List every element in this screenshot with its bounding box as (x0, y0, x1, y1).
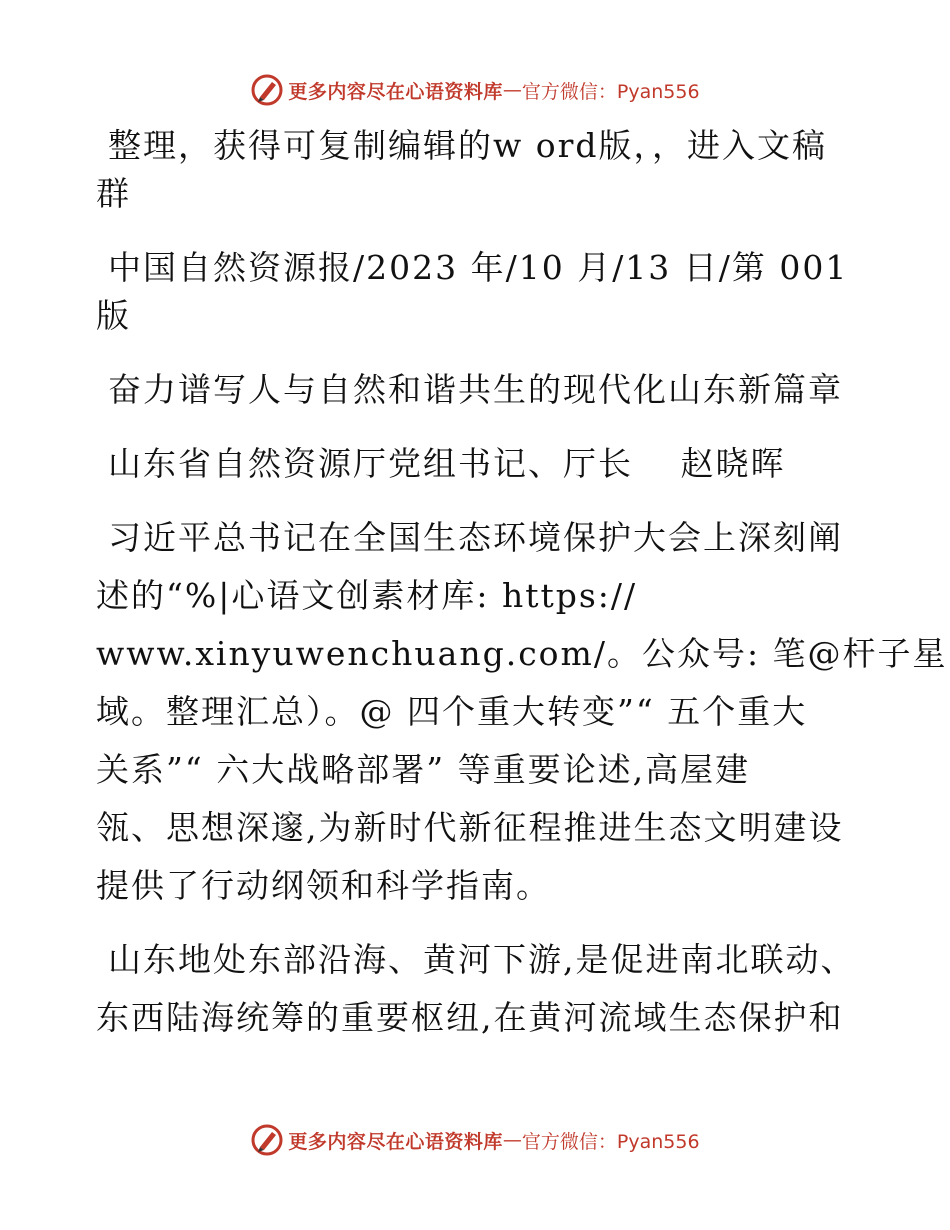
article-author (96, 440, 836, 488)
paragraph-2 (96, 936, 856, 1042)
paragraph-1-line-2: 述的“%|心语文创素材库: https:// (96, 576, 638, 615)
paragraph-1-line-3: www.xinyuwenchuang.com/。公众号: 笔@杆子星 (96, 634, 948, 673)
intro-paragraph (96, 122, 836, 218)
source-line (96, 244, 849, 340)
paragraph-1-line-7: 提供了行动纲领和科学指南。 (96, 866, 551, 905)
header-banner-contact: 官方微信：Pyan556 (521, 80, 700, 103)
source-line-2: 版 (96, 296, 131, 335)
article-author-text: 山东省自然资源厅党组书记、厅长 赵晓晖 (108, 444, 786, 483)
header-banner-separator: — (502, 79, 522, 101)
document-body (96, 122, 948, 1068)
paragraph-1-line-1: 习近平总书记在全国生态环境保护大会上深刻阐 (108, 518, 843, 557)
footer-banner-text: 更多内容尽在心语资料库 (288, 1130, 503, 1153)
paragraph-1-line-5: 关系”“ 六大战略部署” 等重要论述,高屋建 (96, 750, 751, 789)
footer-banner-contact: 官方微信：Pyan556 (521, 1130, 700, 1153)
paragraph-1-line-6: 瓴、思想深邃,为新时代新征程推进生态文明建设 (96, 808, 844, 847)
source-line-1: 中国自然资源报/2023 年/10 月/13 日/第 001 (108, 248, 849, 287)
intro-line-1: 整理，获得可复制编辑的w ord版，，进入文稿 (108, 126, 828, 165)
paragraph-1-line-4: 域。整理汇总）。@ 四个重大转变”“ 五个重大 (96, 692, 808, 731)
intro-line-2: 群 (96, 174, 131, 213)
article-title (96, 366, 843, 414)
pen-logo-icon (250, 1123, 284, 1157)
article-title-text: 奋力谱写人与自然和谐共生的现代化山东新篇章 (108, 370, 843, 409)
header-banner (0, 70, 950, 110)
pen-logo-icon (250, 73, 284, 107)
paragraph-2-line-1: 山东地处东部沿海、黄河下游,是促进南北联动、 (108, 940, 856, 979)
paragraph-2-line-2: 东西陆海统筹的重要枢纽,在黄河流域生态保护和 (96, 998, 844, 1037)
footer-banner-separator: — (502, 1129, 522, 1151)
header-banner-text: 更多内容尽在心语资料库 (288, 80, 503, 103)
paragraph-1 (96, 514, 948, 910)
footer-banner (0, 1120, 950, 1160)
